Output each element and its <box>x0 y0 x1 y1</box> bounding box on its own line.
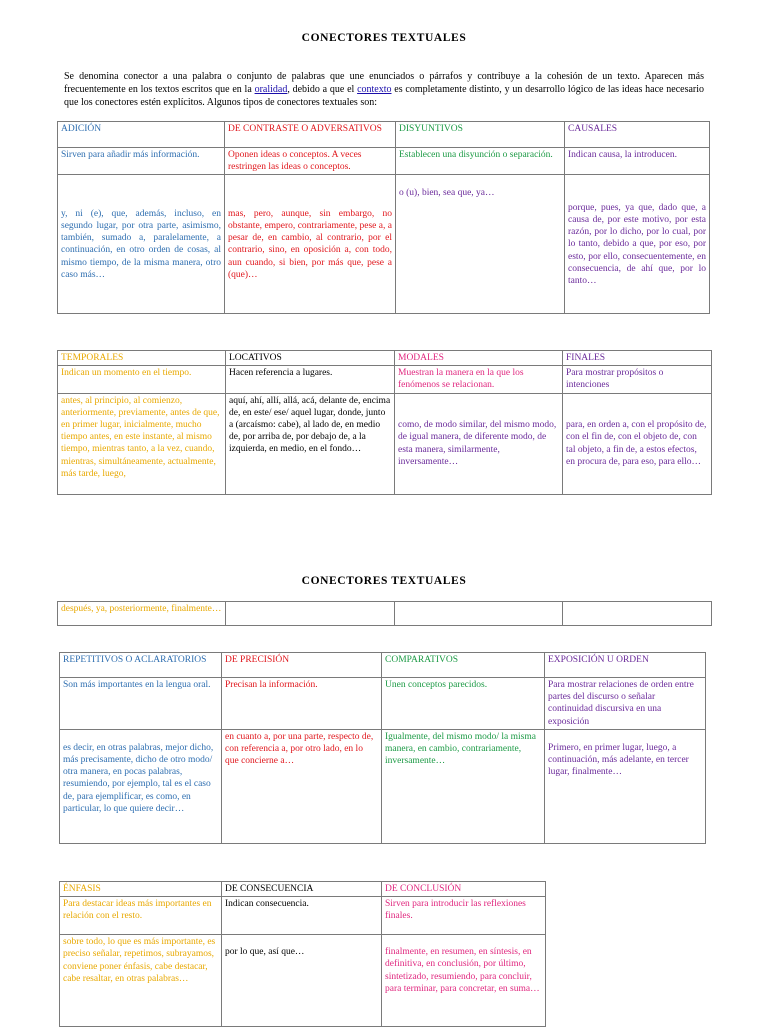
examples-contraste: mas, pero, aunque, sin embargo, no obstante, empero, contrariamente, pese a, a pesar de, en cambio, al contrario, por el contrario, sino, en oposición a, con todo, aun cuando, si bien, por más que, pese a (que)… <box>225 175 396 314</box>
header-precision: DE PRECISIÓN <box>222 653 382 678</box>
desc-contraste: Oponen ideas o conceptos. A veces restringen las ideas o conceptos. <box>225 148 396 175</box>
intro-paragraph <box>64 70 704 109</box>
contexto-link[interactable]: contexto <box>357 84 392 95</box>
header-conclusion: DE CONCLUSIÓN <box>382 882 546 897</box>
header-adicion: ADICIÓN <box>58 122 225 148</box>
continuation-locativos <box>226 602 395 626</box>
oralidad-link[interactable]: oralidad <box>254 84 288 95</box>
examples-precision: en cuanto a, por una parte, respecto de, con referencia a, por otro lado, en lo que concierne a… <box>222 729 382 843</box>
desc-consecuencia: Indican consecuencia. <box>222 897 382 935</box>
header-causales: CAUSALES <box>565 122 710 148</box>
examples-causales: porque, pues, ya que, dado que, a causa de, por este motivo, por esta razón, por lo dicho, por lo cual, por lo tanto, debido a que, por eso, por esto, por ello, consecuentemente, en consecuencia, de ahí que, por lo tanto… <box>565 175 710 314</box>
header-temporales: TEMPORALES <box>58 351 226 366</box>
examples-disyuntivos: o (u), bien, sea que, ya… <box>396 175 565 314</box>
desc-exposicion: Para mostrar relaciones de orden entre partes del discurso o señalar continuidad discursiva en una exposición <box>545 678 706 730</box>
examples-consecuencia: por lo que, así que… <box>222 935 382 1027</box>
desc-enfasis: Para destacar ideas más importantes en relación con el resto. <box>60 897 222 935</box>
header-exposicion: EXPOSICIÓN U ORDEN <box>545 653 706 678</box>
examples-conclusion: finalmente, en resumen, en síntesis, en definitiva, en conclusión, por último, sintetizado, resumiendo, para concluir, para terminar, para concretar, en suma… <box>382 935 546 1027</box>
page-title-2: CONECTORES TEXTUALES <box>301 575 467 587</box>
examples-locativos: aquí, ahí, allí, allá, acá, delante de, encima de, en este/ ese/ aquel lugar, donde, junto a (arcaísmo: cabe), al lado de, en medio de, por arriba de, por debajo de, a la izquierda, en medio, en el fondo… <box>226 393 395 494</box>
header-locativos: LOCATIVOS <box>226 351 395 366</box>
connectors-table-3 <box>59 652 706 844</box>
continuation-finales <box>563 602 712 626</box>
continuation-modales <box>395 602 563 626</box>
header-disyuntivos: DISYUNTIVOS <box>396 122 565 148</box>
intro-text-2: , debido a que el <box>287 84 358 95</box>
header-comparativos: COMPARATIVOS <box>382 653 545 678</box>
desc-disyuntivos: Establecen una disyunción o separación. <box>396 148 565 175</box>
examples-exposicion: Primero, en primer lugar, luego, a continuación, más adelante, en tercer lugar, finalmente… <box>545 729 706 843</box>
examples-finales: para, en orden a, con el propósito de, con el fin de, con el objeto de, con tal objeto, a fin de, a estos efectos, en procura de, para eso, para ello… <box>563 393 712 494</box>
header-contraste: DE CONTRASTE O ADVERSATIVOS <box>225 122 396 148</box>
examples-enfasis: sobre todo, lo que es más importante, es preciso señalar, repetimos, subrayamos, conviene poner énfasis, cabe destacar, cabe resaltar, en otras palabras… <box>60 935 222 1027</box>
intro-text-3: es completamente distinto, y un desarrollo lógico de las ideas hace necesario que los conectores estén explícitos. Algunos tipos de conectores textuales son: <box>64 84 705 108</box>
examples-adicion: y, ni (e), que, además, incluso, en segundo lugar, por otra parte, asimismo, también, sumado a, paralelamente, a continuación, en otro orden de cosas, al mismo tiempo, de la misma manera, otro caso más… <box>58 175 225 314</box>
desc-repetitivos: Son más importantes en la lengua oral. <box>60 678 222 730</box>
intro-text-1: Se denomina conector a una palabra o conjunto de palabras que une enunciados o párrafos y contribuye a la cohesión de un texto. Aparecen más frecuentemente en los textos escritos que en la <box>64 71 704 95</box>
desc-temporales: Indican un momento en el tiempo. <box>58 366 226 393</box>
connectors-table-4 <box>59 881 546 1027</box>
examples-temporales: antes, al principio, al comienzo, anteriormente, previamente, antes de que, en primer lugar, inicialmente, mucho tiempo antes, en este instante, al mismo tiempo, mientras tanto, a la vez, cuando, mientras, simultáneamente, actualmente, más tarde, luego, <box>58 393 226 494</box>
desc-adicion: Sirven para añadir más información. <box>58 148 225 175</box>
header-modales: MODALES <box>395 351 563 366</box>
desc-causales: Indican causa, la introducen. <box>565 148 710 175</box>
desc-conclusion: Sirven para introducir las reflexiones finales. <box>382 897 546 935</box>
page-title: CONECTORES TEXTUALES <box>301 32 467 44</box>
connectors-table-1 <box>57 121 710 314</box>
examples-comparativos: Igualmente, del mismo modo/ la misma manera, en cambio, contrariamente, inversamente… <box>382 729 545 843</box>
desc-finales: Para mostrar propósitos o intenciones <box>563 366 712 393</box>
desc-comparativos: Unen conceptos parecidos. <box>382 678 545 730</box>
desc-precision: Precisan la información. <box>222 678 382 730</box>
desc-modales: Muestran la manera en la que los fenómenos se relacionan. <box>395 366 563 393</box>
examples-repetitivos: es decir, en otras palabras, mejor dicho, más precisamente, dicho de otro modo/ otra manera, en pocas palabras, resumiendo, por ejemplo, tal es el caso de, para ejemplificar, es como, en particular, lo que quiere decir… <box>60 729 222 843</box>
continuation-temporales: después, ya, posteriormente, finalmente… <box>58 602 226 626</box>
examples-modales: como, de modo similar, del mismo modo, de igual manera, de diferente modo, de esta manera, similarmente, inversamente… <box>395 393 563 494</box>
desc-locativos: Hacen referencia a lugares. <box>226 366 395 393</box>
header-finales: FINALES <box>563 351 712 366</box>
header-repetitivos: REPETITIVOS O ACLARATORIOS <box>60 653 222 678</box>
continuation-table <box>57 601 712 626</box>
header-consecuencia: DE CONSECUENCIA <box>222 882 382 897</box>
header-enfasis: ÉNFASIS <box>60 882 222 897</box>
connectors-table-2 <box>57 350 712 495</box>
